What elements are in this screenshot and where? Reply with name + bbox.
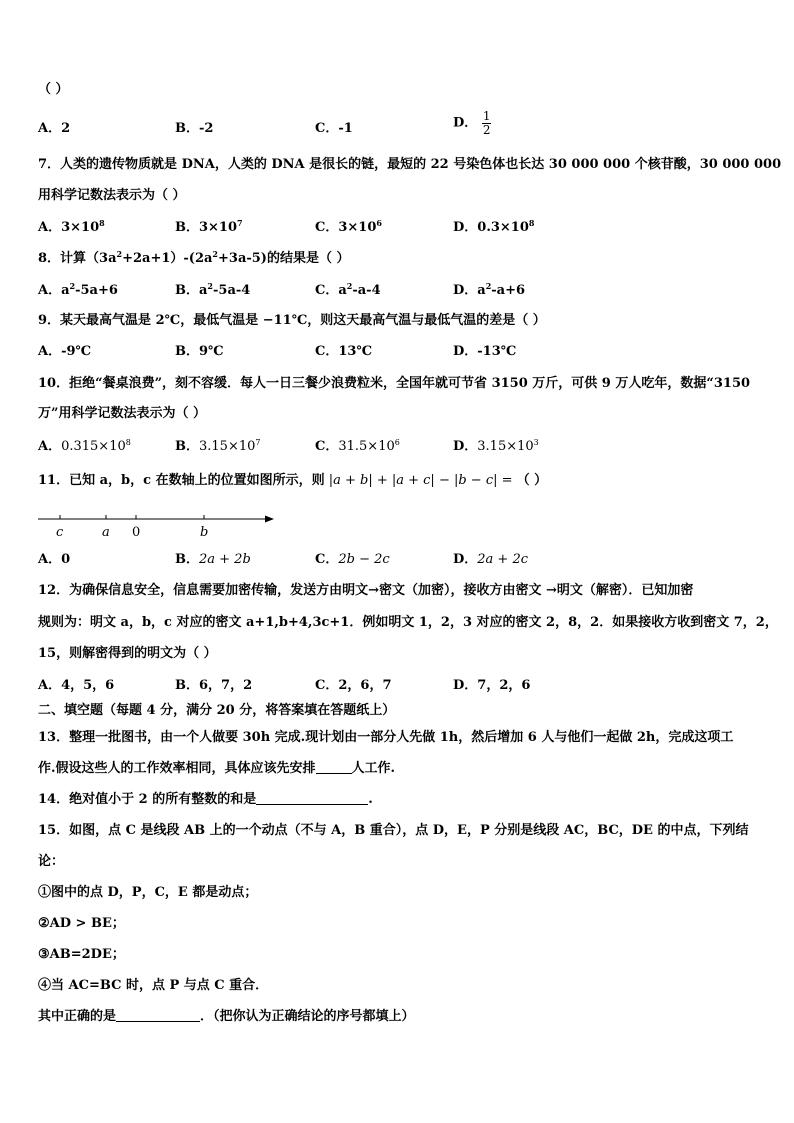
q6-tail: （ ） [38,82,69,97]
q10-option-d: D．$3.15\times 10^3$ [453,438,539,454]
q6-option-a: A．2 [38,121,71,136]
q11-expression: |a + b| + |a + c| − |b − c| = [328,473,513,488]
q7-option-d: D．$0.3\times 10^8$ [453,218,535,235]
q9-option-d: D．-13℃ [453,344,517,359]
q7-stem-line1: 7．人类的遗传物质就是 DNA，人类的 DNA 是很长的链，最短的 22 号染色体也长达 30 000 000 个核苷酸，30 000 000 [38,157,782,172]
q10-option-c: C．$31.5\times 10^6$ [315,438,400,454]
q12-option-a: A．4，5，6 [38,678,115,693]
q15-statement-3: ③AB=2DE； [38,947,125,962]
section-heading-fill-in: 二、填空题（每题 4 分，满分 20 分，将答案填在答题纸上） [38,703,396,718]
q15-statement-1: ①图中的点 D，P，C，E 都是动点； [38,885,258,900]
q15-answer-blank[interactable] [116,1009,200,1022]
q9-option-c: C．13℃ [315,344,373,359]
q10-option-a: A．$0.315\times 10^8$ [38,438,131,454]
q15-stem-line1: 15．如图，点 C 是线段 AB 上的一个动点（不与 A，B 重合），点 D，E，P 分别是线段 AC，BC，DE 的中点，下列结 [38,823,749,838]
q12-stem-line1: 12．为确保信息安全，信息需要加密传输，发送方由明文→密文（加密），接收方由密文 →明文（解密）．已知加密 [38,583,694,598]
q13-stem-line1: 13．整理一批图书，由一个人做要 30h 完成.现计划由一部分人先做 1h，然后增加 6 人与他们一起做 2h，完成这项工 [38,730,734,745]
q8-option-b: B．$a^2-5a-4$ [175,281,251,298]
q6-option-b: B．-2 [175,121,214,136]
q10-stem-line1: 10．拒绝“餐桌浪费”，刻不容缓．每人一日三餐少浪费粒米，全国年就可节省 3150 万斤，可供 9 万人吃年，数据“3150 [38,376,751,391]
q13-answer-blank[interactable] [316,761,352,774]
q12-stem-line3: 15，则解密得到的明文为（ ） [38,646,217,661]
tick-label-0: 0 [132,525,141,540]
number-line-figure [36,506,281,540]
q14-stem: 14．绝对值小于 2 的所有整数的和是 . [38,792,373,807]
q11-option-c: C．2b − 2c [315,552,390,567]
q6-option-d-label: D． [453,115,478,131]
q15-answer-line: 其中正确的是 ．（把你认为正确结论的序号都填上） [38,1009,415,1024]
q11-option-b: B．2a + 2b [175,552,251,567]
q7-stem-line2: 用科学记数法表示为（ ） [38,188,186,203]
q11-option-a: A．0 [38,552,71,567]
q7-option-b: B．$3\times 10^7$ [175,218,243,235]
q10-stem-line2: 万”用科学记数法表示为（ ） [38,406,207,421]
q15-statement-2: ②AD > BE； [38,916,125,931]
q10-option-b: B．$3.15\times 10^7$ [175,438,261,454]
fraction-numerator: 1 [482,109,491,123]
q9-option-b: B．9℃ [175,344,224,359]
q9-stem: 9．某天最高气温是 2℃，最低气温是 −11℃，则这天最高气温与最低气温的差是（ ） [38,313,546,328]
q15-statement-4: ④当 AC=BC 时，点 P 与点 C 重合． [38,978,269,993]
q13-stem-line2: 作.假设这些人的工作效率相同，具体应该先安排 人工作. [38,761,396,776]
q12-option-d: D．7，2，6 [453,678,531,693]
q12-option-c: C．2，6，7 [315,678,392,693]
q11-option-d: D．2a + 2c [453,552,529,567]
q8-option-d: D．$a^2-a+6$ [453,281,526,298]
q7-option-c: C．$3\times 10^6$ [315,218,382,235]
q11-stem: 11．已知 a，b，c 在数轴上的位置如图所示，则 |a + b| + |a + c| − |b − c| = （ ） [38,473,548,488]
q12-option-b: B．6，7，2 [175,678,253,693]
q7-option-a: A．$3\times 10^8$ [38,218,105,235]
q8-option-a: A．$a^2-5a+6$ [38,281,118,298]
tick-label-a: a [102,525,110,540]
q8-stem: 8．计算$(3a^2+2a+1)-(2a^2+3a-5)$的结果是（ ） [38,249,350,266]
q8-option-c: C．$a^2-a-4$ [315,281,381,298]
q15-stem-line2: 论： [38,854,65,869]
fraction-denominator: 2 [482,123,491,137]
number-line-arrowhead [265,516,274,523]
tick-label-c: c [56,525,64,540]
q14-answer-blank[interactable] [256,792,368,805]
q6-option-d-fraction [482,110,492,137]
q6-option-c: C．-1 [315,121,353,136]
tick-label-b: b [200,525,209,540]
q9-option-a: A．-9℃ [38,344,92,359]
q6-option-d [453,110,491,137]
q12-stem-line2: 规则为：明文 a，b，c 对应的密文 a+1,b+4,3c+1．例如明文 1，2，3 对应的密文 2，8，2．如果接收方收到密文 7，2， [38,615,778,630]
